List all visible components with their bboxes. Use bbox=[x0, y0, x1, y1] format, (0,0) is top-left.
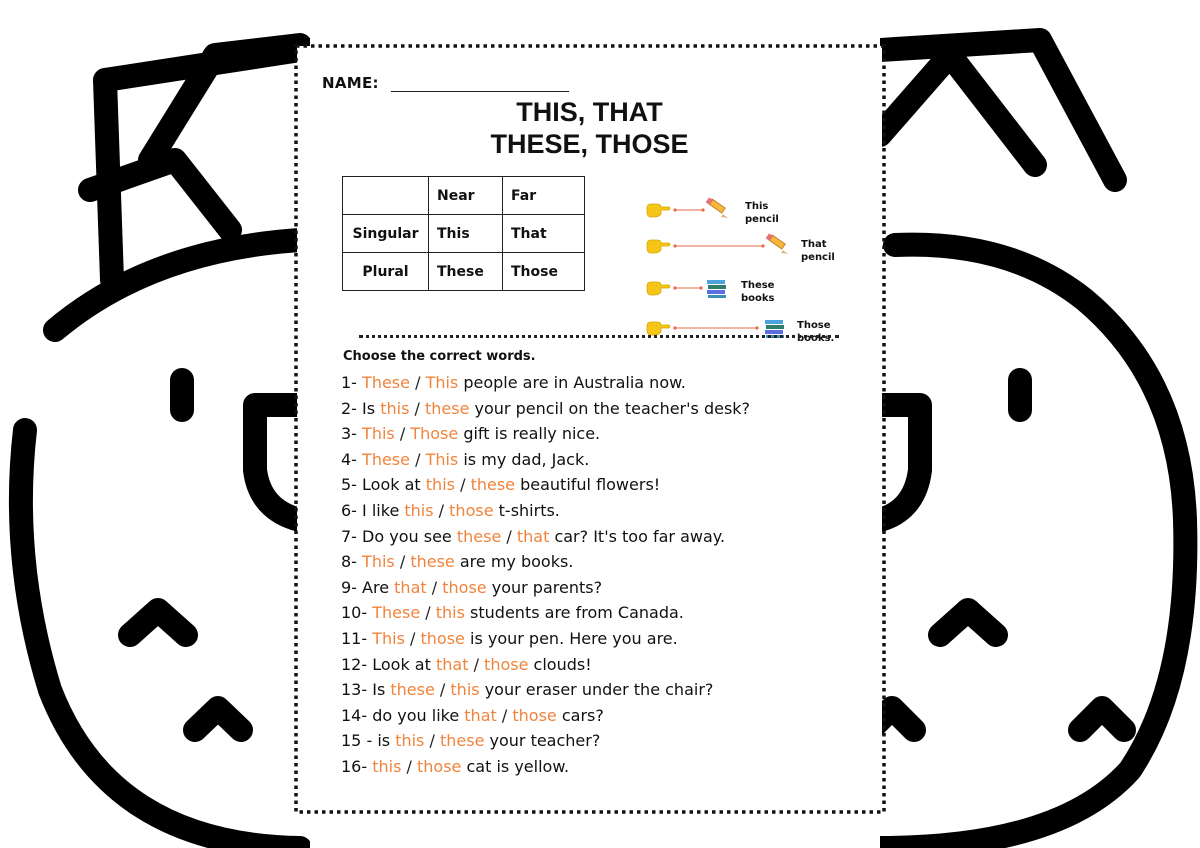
option-separator: / bbox=[460, 475, 466, 495]
option-separator: / bbox=[410, 628, 416, 648]
option-separator: / bbox=[438, 500, 445, 520]
exercise-text: cat is yellow. bbox=[466, 756, 570, 776]
exercise-number: 14- bbox=[341, 705, 368, 725]
legend-label-line: These bbox=[741, 280, 775, 291]
exercise-text: are my books. bbox=[459, 552, 574, 572]
exercise-text: t-shirts. bbox=[498, 500, 560, 520]
exercise-text: your parents? bbox=[491, 577, 603, 597]
exercise-text: Look at bbox=[372, 654, 431, 674]
answer-option[interactable]: These bbox=[372, 603, 421, 623]
answer-option[interactable]: These bbox=[362, 449, 410, 469]
legend-label-line: books. bbox=[797, 333, 835, 344]
page-border bbox=[290, 40, 890, 818]
exercise-number: 13- bbox=[341, 680, 368, 700]
exercise-number: 16- bbox=[341, 756, 368, 776]
exercise-text: clouds! bbox=[533, 654, 592, 674]
exercise-text: is my dad, Jack. bbox=[463, 449, 590, 469]
answer-option[interactable]: Those bbox=[410, 424, 459, 444]
exercise-number: 10- bbox=[341, 603, 368, 623]
exercise-text: do you like bbox=[372, 705, 460, 725]
exercise-text: Look at bbox=[362, 475, 421, 495]
answer-option[interactable]: This bbox=[372, 628, 405, 648]
answer-option[interactable]: These bbox=[362, 373, 410, 392]
option-separator: / bbox=[439, 680, 446, 700]
answer-option[interactable]: this bbox=[372, 756, 402, 776]
legend-label-line: pencil bbox=[745, 214, 779, 225]
answer-option[interactable]: this bbox=[404, 500, 434, 520]
exercise-text: your teacher? bbox=[489, 731, 601, 751]
exercise-number: 3- bbox=[341, 424, 357, 444]
table-cell: Those bbox=[503, 253, 585, 291]
answer-option[interactable]: these bbox=[456, 526, 502, 546]
answer-option[interactable]: these bbox=[410, 552, 455, 572]
legend-label-line: That bbox=[801, 239, 827, 250]
legend-label-line: books bbox=[741, 293, 775, 304]
answer-option[interactable]: This bbox=[425, 449, 459, 469]
answer-option[interactable]: these bbox=[424, 398, 470, 418]
exercise-number: 7- bbox=[341, 526, 357, 546]
exercise-number: 1- bbox=[341, 373, 357, 392]
exercise-number: 6- bbox=[341, 500, 357, 520]
pineapple-character-left-icon bbox=[0, 0, 310, 848]
answer-option[interactable]: those bbox=[442, 577, 487, 597]
exercise-number: 5- bbox=[341, 475, 357, 495]
option-separator: / bbox=[425, 603, 431, 623]
answer-option[interactable]: those bbox=[484, 654, 529, 674]
exercise-text: your pencil on the teacher's desk? bbox=[474, 398, 751, 418]
pineapple-character-right-icon bbox=[880, 0, 1200, 848]
exercise-text: students are from Canada. bbox=[470, 603, 684, 623]
table-header-cell: Near bbox=[429, 177, 503, 215]
option-separator: / bbox=[473, 654, 479, 674]
answer-option[interactable]: these bbox=[439, 731, 485, 751]
exercise-number: 11- bbox=[341, 628, 368, 648]
answer-option[interactable]: that bbox=[516, 526, 550, 546]
answer-option[interactable]: that bbox=[394, 577, 427, 597]
answer-option[interactable]: those bbox=[417, 756, 462, 776]
answer-option[interactable]: This bbox=[362, 424, 395, 444]
answer-option[interactable]: these bbox=[390, 680, 435, 700]
page-title-line2: THESE, THOSE bbox=[490, 129, 689, 159]
exercise-number: 15 - bbox=[341, 731, 373, 751]
option-separator: / bbox=[415, 449, 421, 469]
exercise-text: beautiful flowers! bbox=[520, 475, 661, 495]
option-separator: / bbox=[506, 526, 512, 546]
table-row-label: Plural bbox=[343, 253, 429, 291]
exercise-number: 12- bbox=[341, 654, 368, 674]
option-separator: / bbox=[415, 373, 421, 392]
exercise-text: Do you see bbox=[362, 526, 452, 546]
exercise-text: Is bbox=[372, 680, 386, 700]
answer-option[interactable]: that bbox=[435, 654, 469, 674]
answer-option[interactable]: that bbox=[464, 705, 497, 725]
exercise-text: cars? bbox=[561, 705, 604, 725]
legend-label-line: Those bbox=[797, 320, 831, 331]
answer-option[interactable]: those bbox=[512, 705, 557, 725]
exercise-text: I like bbox=[362, 500, 400, 520]
exercise-text: people are in Australia now. bbox=[463, 373, 686, 392]
exercise-number: 2- bbox=[341, 398, 357, 418]
exercise-text: Are bbox=[362, 577, 390, 597]
option-separator: / bbox=[429, 731, 435, 751]
option-separator: / bbox=[399, 424, 406, 444]
exercise-number: 8- bbox=[341, 552, 357, 572]
legend-label-line: pencil bbox=[801, 252, 835, 263]
exercise-number: 9- bbox=[341, 577, 357, 597]
exercise-number: 4- bbox=[341, 449, 357, 469]
answer-option[interactable]: this bbox=[425, 475, 455, 495]
option-separator: / bbox=[399, 552, 406, 572]
instructions: Choose the correct words. bbox=[343, 349, 536, 364]
option-separator: / bbox=[431, 577, 438, 597]
answer-option[interactable]: those bbox=[449, 500, 494, 520]
exercise-text: is bbox=[377, 731, 391, 751]
table-row-label: Singular bbox=[343, 215, 429, 253]
legend-label-line: This bbox=[745, 201, 769, 212]
exercise-text: your eraser under the chair? bbox=[484, 680, 714, 700]
answer-option[interactable]: This bbox=[425, 373, 459, 392]
answer-option[interactable]: this bbox=[395, 731, 425, 751]
exercise-text: is your pen. Here you are. bbox=[470, 628, 678, 648]
answer-option[interactable]: This bbox=[362, 552, 395, 572]
page-title-line1: THIS, THAT bbox=[516, 97, 663, 127]
option-separator: / bbox=[414, 398, 420, 418]
name-label: NAME: bbox=[322, 74, 379, 92]
answer-option[interactable]: this bbox=[380, 398, 410, 418]
exercise-text: gift is really nice. bbox=[463, 424, 601, 444]
answer-option[interactable]: this bbox=[435, 603, 465, 623]
table-cell: That bbox=[503, 215, 585, 253]
answer-option[interactable]: this bbox=[450, 680, 480, 700]
table-cell: These bbox=[429, 253, 503, 291]
table-cell: This bbox=[429, 215, 503, 253]
exercise-text: car? It's too far away. bbox=[554, 526, 726, 546]
option-separator: / bbox=[406, 756, 412, 776]
answer-option[interactable]: those bbox=[420, 628, 465, 648]
option-separator: / bbox=[501, 705, 508, 725]
exercise-text: Is bbox=[362, 398, 376, 418]
answer-option[interactable]: these bbox=[470, 475, 515, 495]
table-header-cell: Far bbox=[503, 177, 585, 215]
